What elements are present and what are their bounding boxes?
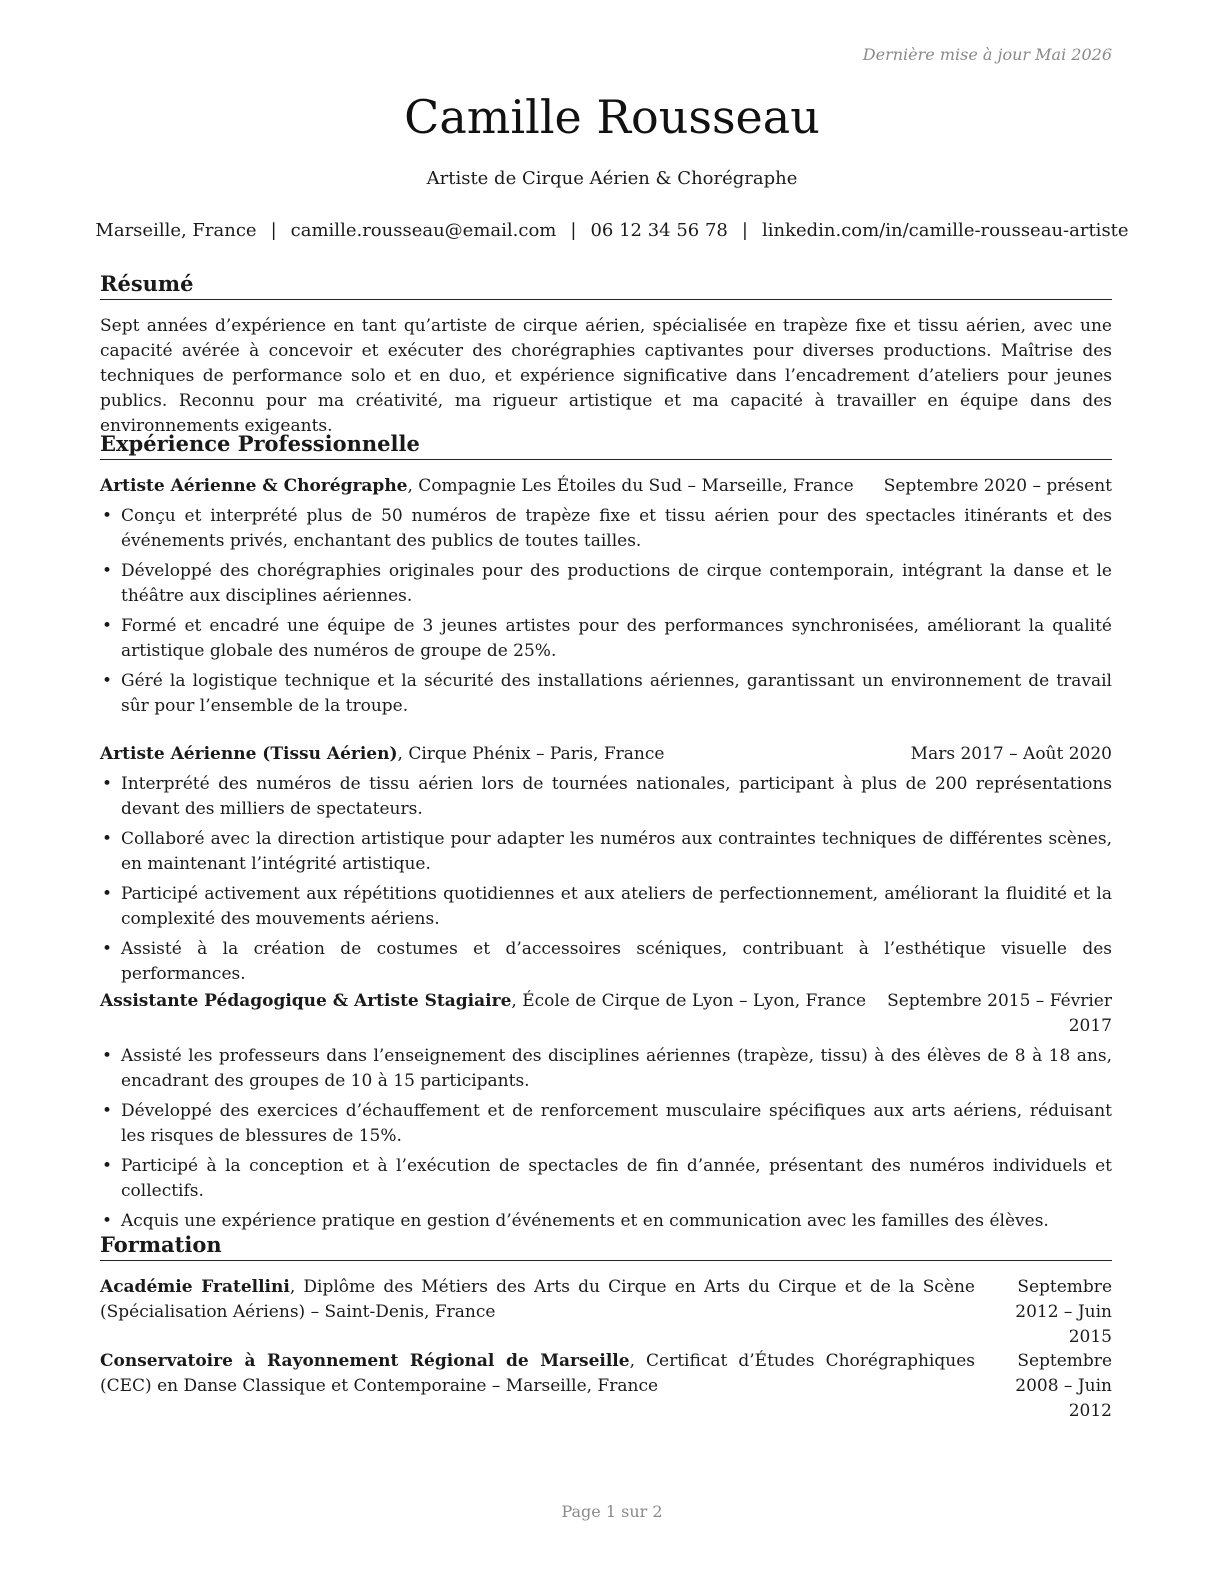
list-item: • Assisté à la création de costumes et d’accessoires scéniques, contribuant à l’esthétique visuelle des performances. xyxy=(102,939,1112,984)
job-dates: Mars 2017 – Août 2020 xyxy=(910,744,1112,764)
job-header xyxy=(100,474,1112,499)
list-item: • Collaboré avec la direction artistique pour adapter les numéros aux contraintes techniques de différentes scènes, en maintenant l’intégrité artistique. xyxy=(102,829,1112,874)
list-item: • Développé des exercices d’échauffement et de renforcement musculaire spécifiques aux arts aériens, réduisant les risques de blessures de 15%. xyxy=(102,1101,1112,1146)
education-dates: Septembre 2008 – Juin 2012 xyxy=(1015,1351,1112,1421)
section-heading-education: Formation xyxy=(100,1231,1112,1261)
job-role: Assistante Pédagogique & Artiste Stagiaire xyxy=(100,991,512,1011)
last-updated: Dernière mise à jour Mai 2026 xyxy=(862,45,1112,64)
education-dates: Septembre 2012 – Juin 2015 xyxy=(1015,1277,1112,1347)
job-header xyxy=(100,989,1112,1036)
education-detail: , Certificat d’Études Chorégraphiques (CEC) en Danse Classique et Contemporaine – Marseille, France xyxy=(100,1351,975,1396)
job-role: Artiste Aérienne & Chorégraphe xyxy=(100,476,408,496)
list-item: • Assisté les professeurs dans l’enseignement des disciplines aériennes (trapèze, tissu) à des élèves de 8 à 18 ans, encadrant des groupes de 10 à 15 participants. xyxy=(102,1046,1112,1091)
list-item: • Participé à la conception et à l’exécution de spectacles de fin d’année, présentant des numéros individuels et collectifs. xyxy=(102,1156,1112,1201)
section-heading-experience: Expérience Professionnelle xyxy=(100,430,1112,460)
list-item: • Participé activement aux répétitions quotidiennes et aux ateliers de perfectionnement, améliorant la fluidité et la complexité des mouvements aériens. xyxy=(102,884,1112,929)
contact-separator: | xyxy=(270,220,277,241)
list-item: • Acquis une expérience pratique en gestion d’événements et en communication avec les familles des élèves. xyxy=(102,1211,1049,1231)
education-detail: , Diplôme des Métiers des Arts du Cirque en Arts du Cirque et de la Scène (Spécialisation Aériens) – Saint-Denis, France xyxy=(100,1277,975,1322)
job-header xyxy=(100,742,1112,767)
list-item: • Formé et encadré une équipe de 3 jeunes artistes pour des performances synchronisées, améliorant la qualité artistique globale des numéros de groupe de 25%. xyxy=(102,616,1112,661)
contact-location: Marseille, France xyxy=(95,220,257,241)
job-bullets xyxy=(100,504,1112,724)
education-school: Académie Fratellini xyxy=(100,1277,290,1297)
contact-separator: | xyxy=(570,220,577,241)
contact-line xyxy=(0,219,1224,243)
list-item: • Développé des chorégraphies originales pour des productions de cirque contemporain, intégrant la danse et le théâtre aux disciplines aériennes. xyxy=(102,561,1112,606)
contact-separator: | xyxy=(741,220,748,241)
contact-phone: 06 12 34 56 78 xyxy=(590,220,728,241)
job-org: , Compagnie Les Étoiles du Sud – Marseille, France xyxy=(407,476,854,496)
job-role: Artiste Aérienne (Tissu Aérien) xyxy=(100,744,398,764)
section-heading-summary: Résumé xyxy=(100,270,1112,300)
summary-text: Sept années d’expérience en tant qu’artiste de cirque aérien, spécialisée en trapèze fixe et tissu aérien, avec une capacité avérée à concevoir et exécuter des chorégraphies captivantes pour diverses productions. Maîtrise des techniques de performance solo et en duo, et expérience significative dans l’encadrement d’ateliers pour jeunes publics. Reconnu pour ma créativité, ma rigueur artistique et ma capacité à travailler en équipe dans des environnements exigeants. xyxy=(100,316,1112,436)
candidate-title: Artiste de Cirque Aérien & Chorégraphe xyxy=(426,168,798,189)
list-item: • Géré la logistique technique et la sécurité des installations aériennes, garantissant un environnement de travail sûr pour l’ensemble de la troupe. xyxy=(102,671,1112,716)
candidate-name: Camille Rousseau xyxy=(404,90,820,144)
contact-linkedin[interactable]: linkedin.com/in/camille-rousseau-artiste xyxy=(761,220,1129,241)
list-item: • Interprété des numéros de tissu aérien lors de tournées nationales, participant à plus de 200 représentations devant des milliers de spectateurs. xyxy=(102,774,1112,819)
education-item xyxy=(100,1275,1112,1347)
job-org: , Cirque Phénix – Paris, France xyxy=(397,744,665,764)
education-school: Conservatoire à Rayonnement Régional de Marseille xyxy=(100,1351,630,1371)
job-org: , École de Cirque de Lyon – Lyon, France xyxy=(511,991,867,1011)
list-item: • Conçu et interprété plus de 50 numéros de trapèze fixe et tissu aérien pour des spectacles itinérants et des événements privés, enchantant des publics de toutes tailles. xyxy=(102,506,1112,551)
page-number: Page 1 sur 2 xyxy=(561,1502,663,1521)
job-bullets xyxy=(100,772,1112,992)
job-dates: Septembre 2020 – présent xyxy=(883,476,1112,496)
contact-email[interactable]: camille.rousseau@email.com xyxy=(290,220,557,241)
job-bullets xyxy=(100,1044,1112,1239)
education-item xyxy=(100,1349,1112,1421)
job-dates: Septembre 2015 – Février 2017 xyxy=(887,991,1112,1036)
